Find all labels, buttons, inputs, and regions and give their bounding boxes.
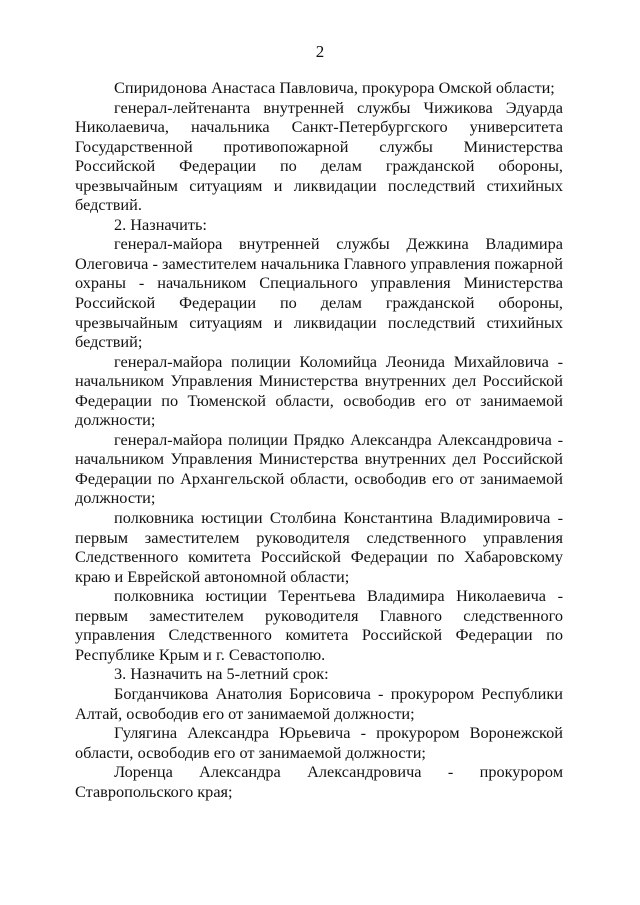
paragraph-appointee-dezhkin: генерал-майора внутренней службы Дежкина Владимира Олеговича - заместителем начальника Главного управления пожарной охраны - начальником Специального управления Министерства Российской Федерации по делам гражданской обороны, чрезвычайным ситуациям и ликвидации последствий стихийных бедствий;	[75, 234, 563, 352]
paragraph-appointee-pryadko: генерал-майора полиции Прядко Александра Александровича - начальником Управления Министерства внутренних дел Российской Федерации по Архангельской области, освободив его от занимаемой должности;	[75, 429, 563, 508]
paragraph-appointee-terentyev: полковника юстиции Терентьева Владимира Николаевича - первым заместителем руководителя Главного следственного управления Следственного комитета Российской Федерации по Республике Крым и г. Севастополю.	[75, 586, 563, 664]
paragraph-appointee-spiridonov: Спиридонова Анастаса Павловича, прокурора Омской области;	[114, 78, 555, 97]
paragraph-appointee-gulyagin: Гулягина Александра Юрьевича - прокурором Воронежской области, освободив его от занимаемой должности;	[75, 723, 563, 762]
paragraph-appointee-chizhikov: генерал-лейтенанта внутренней службы Чижикова Эдуарда Николаевича, начальника Санкт-Петербургского университета Государственной противопожарной службы Министерства Российской Федерации по делам гражданской обороны, чрезвычайным ситуациям и ликвидации последствий стихийных бедствий.	[75, 97, 563, 215]
section-heading-appoint: 2. Назначить:	[114, 214, 207, 234]
paragraph-appointee-bogdanchikov: Богданчикова Анатолия Борисовича - прокурором Республики Алтай, освободив его от занимаемой должности;	[75, 683, 563, 723]
paragraph-appointee-kolomiets: генерал-майора полиции Коломийца Леонида Михайловича - начальником Управления Министерства внутренних дел Российской Федерации по Тюменской области, освободив его от занимаемой должности;	[75, 351, 563, 430]
section-heading-appoint-5-year: 3. Назначить на 5-летний срок:	[114, 664, 329, 684]
paragraph-appointee-stolbin: полковника юстиции Столбина Константина Владимировича - первым заместителем руководителя следственного управления Следственного комитета Российской Федерации по Хабаровскому краю и Еврейской автономной области;	[75, 508, 563, 586]
page-number: 2	[315, 42, 325, 61]
paragraph-appointee-lorents: Лоренца Александра Александровича - прокурором Ставропольского края;	[75, 762, 563, 801]
document-body	[75, 78, 563, 801]
